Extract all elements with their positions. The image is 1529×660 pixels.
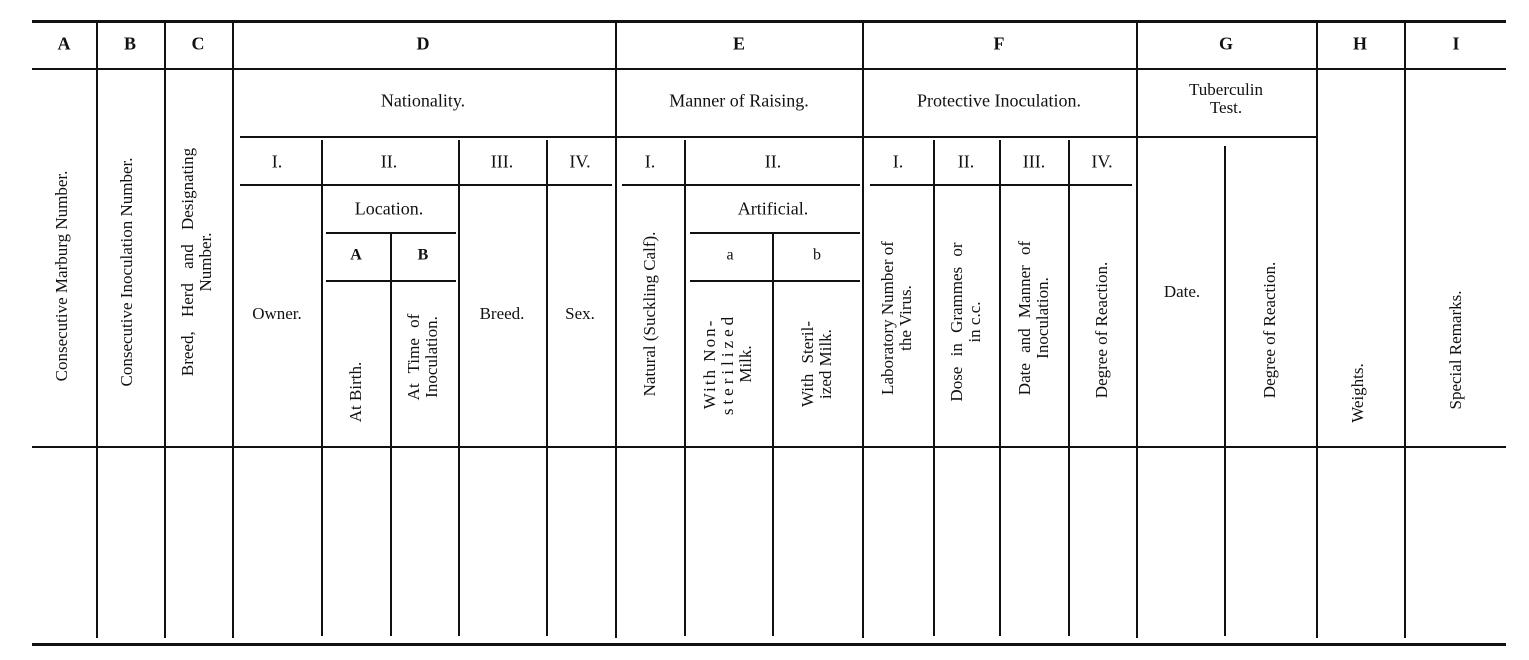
laboratory-numeral: I. [892, 151, 904, 172]
dose-numeral: II. [957, 151, 975, 172]
group-title-rule [240, 136, 1316, 138]
dose-line1: Dose in Grammes or [947, 242, 967, 402]
rule-d2-d3 [458, 140, 460, 636]
artificial-b-letter: b [813, 246, 821, 264]
degree-of-reaction-header: Degree of Reaction. [1092, 261, 1112, 399]
at-time-line1: At Time of [404, 313, 424, 401]
tuberculin-date-header: Date. [1163, 282, 1201, 302]
column-letter-i: I [1452, 33, 1460, 54]
rule-f3-f4 [1068, 140, 1070, 636]
location-b-letter: B [417, 246, 429, 264]
artificial-a-letter: a [726, 246, 734, 264]
artificial-numeral: II. [764, 151, 782, 172]
top-rule [32, 20, 1506, 23]
at-time-line2: Inoculation. [422, 316, 441, 398]
at-time-header [405, 314, 441, 401]
protective-inoculation-header: Protective Inoculation. [917, 90, 1081, 111]
nationality-header: Nationality. [380, 90, 466, 111]
weights-header: Weights. [1348, 363, 1368, 423]
artificial-rule [690, 232, 860, 234]
degree-numeral: IV. [1091, 151, 1113, 172]
non-sterilized-line2: sterilized [718, 312, 738, 416]
dose-line2: in c.c. [965, 301, 984, 343]
rule-ef [862, 22, 864, 638]
rule-gh [1316, 22, 1318, 638]
location-numeral: II. [380, 151, 398, 172]
column-letter-e: E [732, 33, 746, 54]
rule-d1-d2 [321, 140, 323, 636]
non-sterilized-line1: With Non- [700, 318, 720, 410]
column-letter-h: H [1352, 33, 1368, 54]
dose-header [948, 242, 984, 401]
rule-d3-d4 [546, 140, 548, 636]
sterilized-milk-header [799, 321, 835, 407]
rule-f1-f2 [933, 140, 935, 636]
breed-header: Breed. [479, 304, 525, 324]
rule-d2a-d2b [390, 234, 392, 636]
column-letter-c: C [191, 33, 205, 54]
column-letter-b: B [123, 33, 137, 54]
breed-herd-line1: Breed, Herd and Designating [178, 147, 198, 377]
letter-row-rule [32, 68, 1506, 70]
natural-numeral: I. [644, 151, 656, 172]
column-letter-f: F [993, 33, 1005, 54]
non-sterilized-milk-header [701, 313, 755, 415]
column-letter-d: D [416, 33, 430, 54]
numeral-row-rule-e [622, 184, 860, 186]
breed-herd-line2: Number. [196, 232, 215, 292]
rule-fg [1136, 22, 1138, 638]
artificial-header: Artificial. [737, 198, 809, 219]
date-manner-line2: Inoculation. [1033, 277, 1052, 359]
laboratory-line1: Laboratory Number of [878, 241, 898, 395]
natural-suckling-header: Natural (Suckling Calf). [640, 231, 660, 397]
breed-herd-header [179, 148, 215, 376]
rule-e1-e2 [684, 140, 686, 636]
artificial-ab-rule [690, 280, 860, 282]
sex-numeral: IV. [569, 151, 591, 172]
tuberculin-test-header [1189, 81, 1263, 117]
marburg-number-header: Consecutive Marburg Number. [52, 170, 72, 382]
breed-numeral: III. [490, 151, 514, 172]
tuberculin-reaction-header: Degree of Reaction. [1260, 261, 1280, 399]
numeral-row-rule-f [870, 184, 1132, 186]
special-remarks-header: Special Remarks. [1446, 290, 1466, 410]
numeral-row-rule-d [240, 184, 612, 186]
laboratory-line2: the Virus. [896, 285, 915, 351]
manner-of-raising-header: Manner of Raising. [669, 90, 809, 111]
bottom-rule [32, 643, 1506, 646]
non-sterilized-line3: Milk. [735, 345, 755, 383]
rule-de [615, 22, 617, 638]
inoculation-number-header: Consecutive Inoculation Number. [117, 157, 137, 387]
column-letter-g: G [1218, 33, 1234, 54]
rule-cd [232, 22, 234, 638]
rule-bc [164, 22, 166, 638]
date-manner-line1: Date and Manner of [1015, 240, 1035, 396]
rule-e2a-e2b [772, 234, 774, 636]
sex-header: Sex. [565, 304, 595, 324]
header-bottom-rule [32, 446, 1506, 448]
rule-ab [96, 22, 98, 638]
sterilized-line1: With Steril- [798, 320, 818, 408]
location-a-letter: A [350, 246, 362, 264]
owner-numeral: I. [271, 151, 283, 172]
rule-g-date-reaction [1224, 146, 1226, 636]
tuberculin-line2: Test. [1209, 98, 1243, 117]
tuberculin-line1: Tuberculin [1189, 80, 1263, 100]
date-manner-numeral: III. [1022, 151, 1046, 172]
rule-f2-f3 [999, 140, 1001, 636]
column-letter-a: A [57, 33, 71, 54]
sterilized-line2: ized Milk. [816, 329, 835, 399]
laboratory-number-header [879, 241, 915, 395]
location-header: Location. [354, 198, 424, 219]
at-birth-header: At Birth. [346, 361, 366, 423]
rule-hi [1404, 22, 1406, 638]
date-manner-header [1016, 241, 1052, 395]
owner-header: Owner. [252, 304, 302, 324]
